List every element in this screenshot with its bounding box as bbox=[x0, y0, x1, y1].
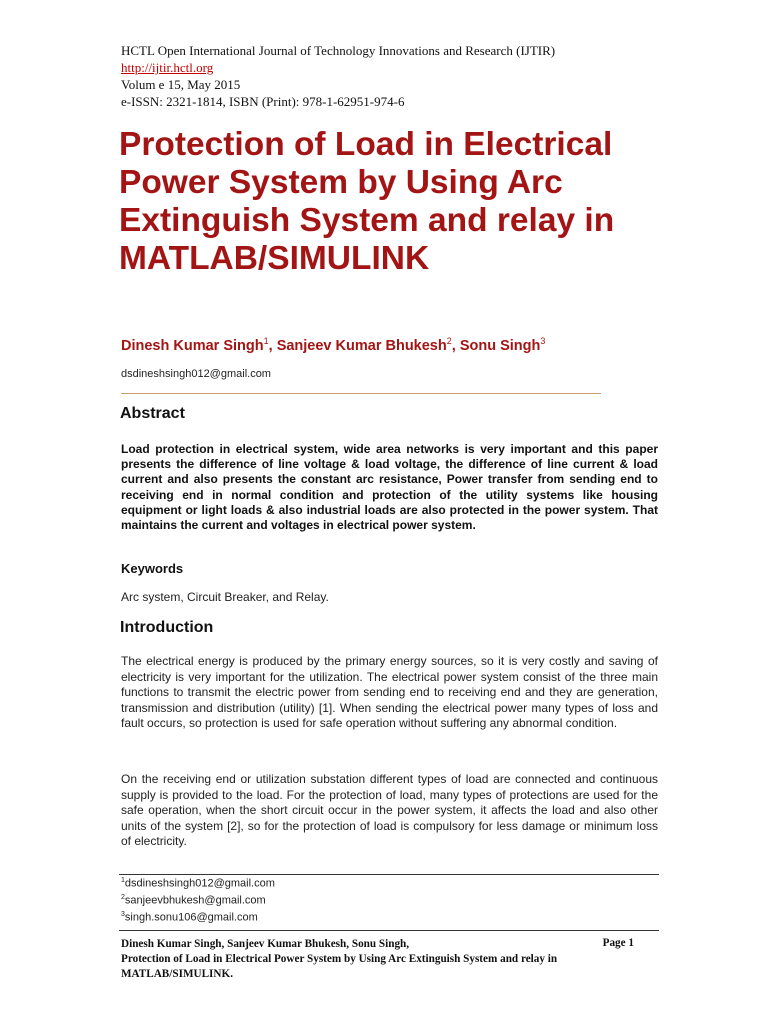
journal-volume: Volum e 15, May 2015 bbox=[121, 77, 241, 92]
author-separator: , bbox=[451, 337, 460, 354]
author-separator: , bbox=[268, 337, 277, 354]
keywords-heading: Keywords bbox=[121, 561, 184, 576]
paper-title: Protection of Load in Electrical Power System by Using Arc Extinguish System and relay in MATLAB/SIMULINK bbox=[119, 126, 615, 277]
author-name: Sonu Singh bbox=[459, 337, 541, 354]
footnote-text: dsdineshsingh012@gmail.com bbox=[124, 877, 275, 890]
introduction-paragraph: On the receiving end or utilization substation different types of load are connected and continuous supply is provided to the load. For the protection of load, many types of protections are used for the safe operation, when the short circuit occur in the power system, it affects the load and also other units of the system [2], so for the protection of load is compulsory for less damage or minimum loss of electricity. bbox=[121, 772, 658, 849]
author-affiliation: 1 bbox=[263, 336, 269, 346]
journal-name: HCTL Open International Journal of Technology Innovations and Research (IJTIR) bbox=[121, 43, 556, 58]
contact-email: dsdineshsingh012@gmail.com bbox=[121, 368, 271, 380]
footnote-number: 3 bbox=[121, 911, 125, 919]
footer-title: Protection of Load in Electrical Power System by Using Arc Extinguish System and relay in MATLAB/SIMULINK. bbox=[121, 953, 558, 980]
keywords-text: Arc system, Circuit Breaker, and Relay. bbox=[121, 590, 329, 604]
journal-url-wrapper bbox=[121, 60, 213, 76]
footnote-list bbox=[121, 874, 275, 925]
footnote-text: singh.sonu106@gmail.com bbox=[124, 911, 258, 924]
footnote-item bbox=[121, 891, 275, 908]
author-affiliation: 3 bbox=[540, 336, 546, 346]
page-number: Page 1 bbox=[602, 937, 634, 949]
footnote-item bbox=[121, 874, 275, 891]
journal-url-link[interactable]: http://ijtir.hctl.org bbox=[121, 60, 214, 75]
footer-divider bbox=[119, 930, 659, 931]
journal-issn: e-ISSN: 2321-1814, ISBN (Print): 978-1-62951-974-6 bbox=[121, 94, 405, 109]
footnote-text: sanjeevbhukesh@gmail.com bbox=[124, 894, 266, 907]
footnote-number: 1 bbox=[121, 877, 125, 884]
page-footer bbox=[121, 937, 641, 982]
footer-authors: Dinesh Kumar Singh, Sanjeev Kumar Bhukesh, Sonu Singh, bbox=[121, 938, 410, 950]
footnote-item bbox=[121, 908, 275, 925]
abstract-text: Load protection in electrical system, wide area networks is very important and this paper presents the difference of line voltage & load voltage, the difference of line current & load current and also presents the constant arc resistance, Power transfer from sending end to receiving end in normal condition and protection of the utility systems like housing equipment or light loads & also industrial loads are also protected in the power system. That maintains the current and voltages in electrical power system. bbox=[121, 442, 658, 533]
author-name: Dinesh Kumar Singh bbox=[121, 337, 264, 354]
abstract-heading: Abstract bbox=[120, 405, 185, 422]
author-list bbox=[121, 336, 545, 354]
footnote-number: 2 bbox=[121, 894, 125, 902]
title-divider bbox=[121, 393, 601, 394]
introduction-paragraph: The electrical energy is produced by the primary energy sources, so it is very costly and saving of electricity is very important for the utilization. The electrical power system consist of the three main functions to transmit the electric power from sending end to receiving end and they are generation, transmission and distribution (utility) [1]. When sending the electrical power many types of loss and fault occurs, so protection is used for safe operation without suffering any abnormal condition. bbox=[121, 654, 658, 731]
author-name: Sanjeev Kumar Bhukesh bbox=[276, 337, 447, 354]
author-affiliation: 2 bbox=[446, 336, 452, 346]
introduction-heading: Introduction bbox=[120, 619, 214, 636]
